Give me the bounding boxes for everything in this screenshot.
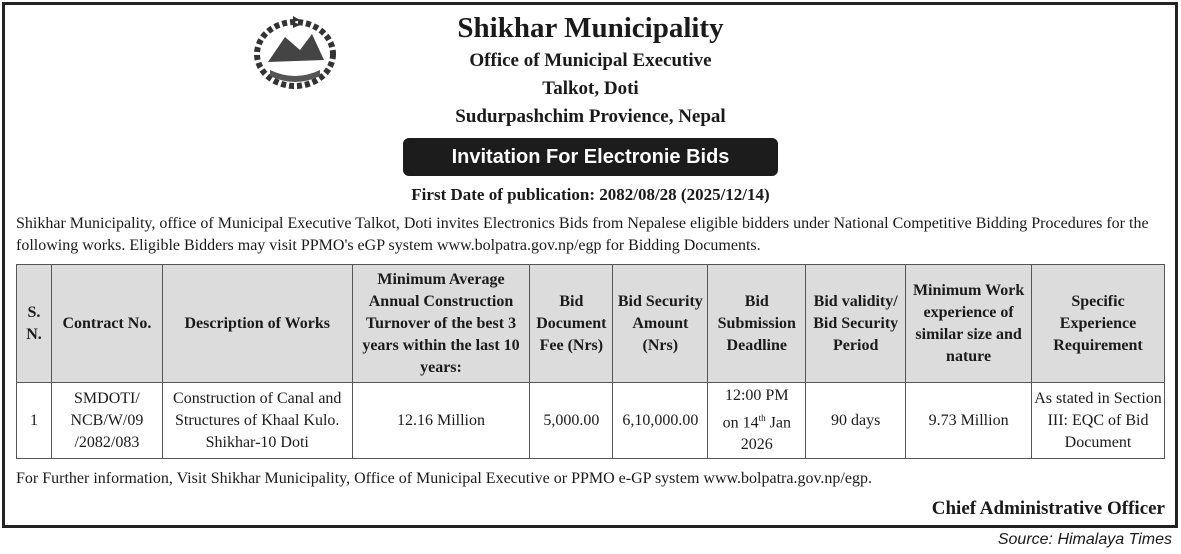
cell-experience: 9.73 Million <box>906 383 1032 459</box>
province: Sudurpashchim Provience, Nepal <box>455 106 726 127</box>
cell-specific: As stated in Section III: EQC of Bid Document <box>1032 383 1165 459</box>
cell-doc-fee: 5,000.00 <box>530 383 613 459</box>
source-credit: Source: Himalaya Times <box>997 531 1172 548</box>
cell-sn: 1 <box>17 383 52 459</box>
cell-security: 6,10,000.00 <box>613 383 708 459</box>
municipality-title: Shikhar Municipality <box>457 12 724 44</box>
cell-deadline <box>708 383 806 459</box>
publication-date: First Date of publication: 2082/08/28 (2025/12/14) <box>411 185 770 204</box>
deadline-day: on 14 <box>722 414 759 432</box>
office-name: Office of Municipal Executive <box>469 50 712 71</box>
signatory: Chief Administrative Officer <box>931 498 1165 519</box>
table-row <box>17 383 1165 459</box>
footer-note: For Further information, Visit Shikhar Municipality, Office of Municipal Executive or PPMO e-GP system www.bolpatra.gov.np/egp. <box>16 470 872 487</box>
col-header: Contract No. <box>51 265 162 383</box>
cell-validity: 90 days <box>806 383 906 459</box>
deadline-month: Jan <box>765 414 791 432</box>
cell-contract: SMDOTI/ NCB/W/09 /2082/083 <box>51 383 162 459</box>
table-header-row <box>17 265 1165 383</box>
col-header: S. N. <box>17 265 52 383</box>
intro-paragraph: Shikhar Municipality, office of Municipal Executive Talkot, Doti invites Electronics Bids from Nepalese eligible bidders under National Competitive Bidding Procedures for the following works. Eligible Bidders may visit PPMO's eGP system www.bolpatra.gov.np/egp for Bidding Documents. <box>16 215 1149 254</box>
col-header: Description of Works <box>162 265 352 383</box>
deadline-time: 12:00 PM <box>724 386 789 404</box>
cell-turnover: 12.16 Million <box>352 383 530 459</box>
col-header: Bid Security Amount (Nrs) <box>613 265 708 383</box>
location: Talkot, Doti <box>542 78 639 99</box>
col-header: Minimum Average Annual Construction Turnover of the best 3 years within the last 10 years: <box>352 265 530 383</box>
deadline-year: 2026 <box>740 436 773 454</box>
col-header: Minimum Work experience of similar size and nature <box>906 265 1032 383</box>
deadline-sup: th <box>758 412 766 423</box>
col-header: Bid Submission Deadline <box>708 265 806 383</box>
notice-banner: Invitation For Electronie Bids <box>403 138 778 176</box>
col-header: Specific Experience Requirement <box>1032 265 1165 383</box>
col-header: Bid Document Fee (Nrs) <box>530 265 613 383</box>
col-header: Bid validity/ Bid Security Period <box>806 265 906 383</box>
cell-description: Construction of Canal and Structures of Khaal Kulo. Shikhar-10 Doti <box>162 383 352 459</box>
bids-table <box>16 264 1165 459</box>
